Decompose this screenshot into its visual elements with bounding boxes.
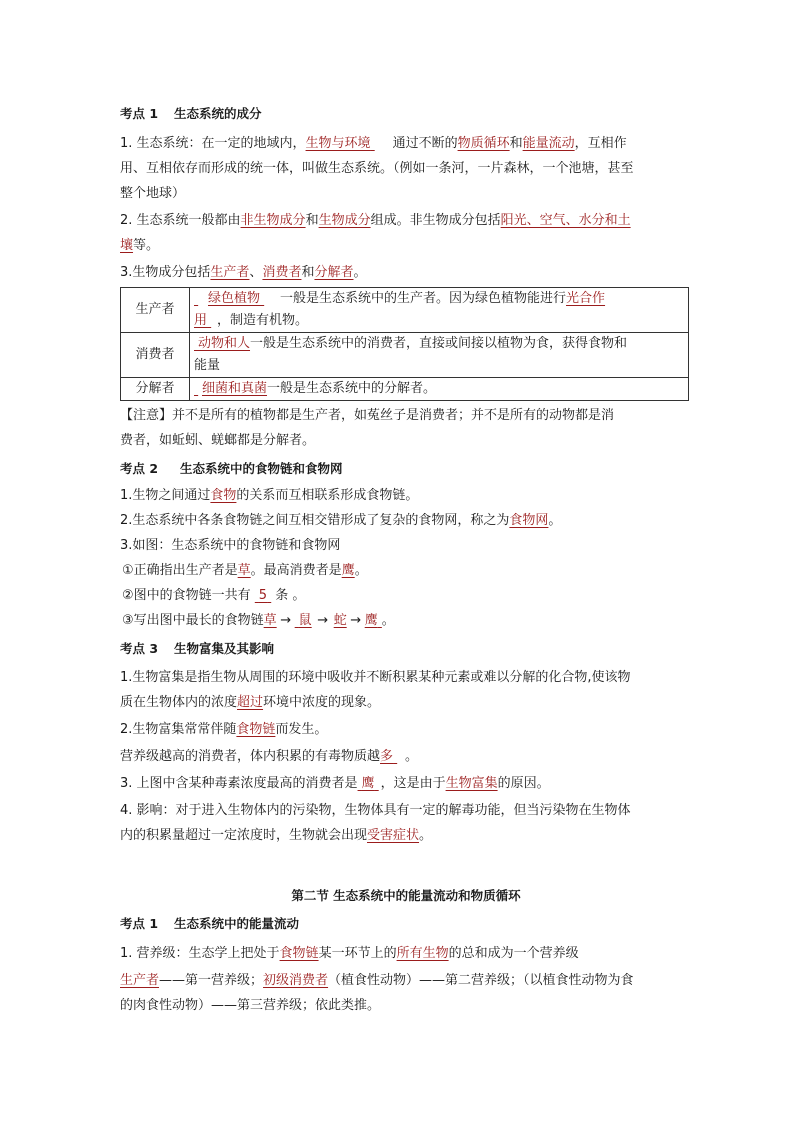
table-row [121, 333, 689, 378]
answer-blank: 初级消费者 [263, 973, 329, 988]
paragraph-line [120, 941, 692, 966]
answer-blank-space [393, 744, 405, 769]
text: ③写出图中最长的食物链 [122, 613, 264, 628]
answer-blank: 壤 [120, 238, 134, 253]
answer-blank: 非生物成分 [240, 213, 306, 228]
answer-blank: 生物成分 [318, 213, 371, 228]
answer-blank: 动物和人 [198, 336, 251, 351]
answer-blank: 生物与环境 [305, 136, 371, 151]
paragraph-ecosystem-definition [120, 131, 692, 156]
answer-blank: 绿色植物 [208, 291, 261, 306]
text: 1. 生态系统：在一定的地域内， [120, 136, 306, 151]
heading-title: 生物富集及其影响 [174, 641, 275, 656]
answer-blank-space [260, 288, 280, 310]
answer-blank: 鹰 [361, 776, 375, 791]
text: 组成。非生物成分包括 [370, 213, 501, 228]
text: 。 [548, 513, 562, 528]
text: ①正确指出生产者是 [122, 563, 238, 578]
heading-title: 生态系统的成分 [174, 106, 262, 121]
answer-blank: 细菌和真菌 [202, 381, 268, 396]
answer-blank: 5 [258, 588, 268, 603]
heading-number: 考点 2 [120, 461, 159, 476]
table-row [121, 288, 689, 333]
answer-blank: 多 [380, 749, 394, 764]
paragraph-line [120, 690, 692, 715]
heading-title: 生态系统中的能量流动 [174, 916, 300, 931]
answer-blank: 食物 [210, 488, 237, 503]
text: 内的积累量超过一定浓度时，生物就会出现 [120, 828, 368, 843]
arrow-icon: → [350, 613, 362, 628]
answer-blank: 蛇 [333, 613, 347, 628]
table-row [121, 378, 689, 401]
text: 的原因。 [497, 776, 550, 791]
answer-blank-space [194, 288, 208, 310]
text: 环境中浓度的现象。 [263, 695, 381, 710]
text: 。 [381, 613, 395, 628]
paragraph-line [120, 968, 692, 993]
text: 能量 [194, 358, 221, 373]
note-line: 【注意】并不是所有的植物都是生产者，如菟丝子是消费者；并不是所有的动物都是消 [120, 408, 615, 423]
text: 一般是生态系统中的分解者。 [267, 381, 437, 396]
text: 。最高消费者是 [250, 563, 342, 578]
text: 3. 上图中含某种毒素浓度最高的消费者是 [120, 776, 358, 791]
question-1 [120, 558, 692, 583]
text: 。 [353, 265, 367, 280]
text: 2. 生态系统一般都由 [120, 213, 241, 228]
answer-blank-space [194, 378, 202, 400]
note-line: 费者，如蚯蚓、蜣螂都是分解者。 [120, 433, 316, 448]
components-table [120, 287, 689, 401]
text: 一般是生态系统中的生产者。因为绿色植物能进行 [280, 291, 567, 306]
table-cell-role: 分解者 [121, 378, 190, 401]
text: 2.生物富集常常伴随 [120, 722, 237, 737]
heading-number: 考点 1 [120, 916, 159, 931]
answer-blank: 鹰 [364, 613, 378, 628]
answer-blank: 生物富集 [445, 776, 498, 791]
paragraph-food-chain [120, 483, 692, 508]
answer-blank: 分解者 [314, 265, 354, 280]
answer-blank-space [371, 131, 393, 156]
text: 营养级越高的消费者，体内积累的有毒物质越 [120, 749, 381, 764]
text: ②图中的食物链一共有 [122, 588, 251, 603]
text: ，制造有机物。 [217, 313, 309, 328]
text: 某一环节上的 [318, 946, 397, 961]
text: 质在生物体内的浓度 [120, 695, 238, 710]
text: 条 。 [275, 588, 306, 603]
answer-blank: 鹰 [341, 563, 355, 578]
heading-kaodian-2 [120, 455, 692, 483]
text: 而发生。 [275, 722, 328, 737]
paragraph-line [120, 233, 692, 258]
answer-blank: 用 [194, 313, 208, 328]
paragraph-ecosystem-components [120, 208, 692, 233]
text: 3.生物成分包括 [120, 265, 211, 280]
paragraph-line [120, 771, 692, 796]
paragraph-line: 的肉食性动物）——第三营养级；依此类推。 [120, 998, 381, 1013]
answer-blank: 光合作 [566, 291, 606, 306]
heading-number: 考点 1 [120, 106, 159, 121]
text: 通过不断的 [392, 136, 458, 151]
paragraph-line: 用、互相依存而形成的统一体，叫做生态系统。（例如一条河，一片森林，一个池塘，甚至 [120, 161, 634, 176]
answer-blank: 超过 [237, 695, 264, 710]
table-cell-description [190, 333, 689, 378]
answer-blank: 生产者 [120, 973, 160, 988]
paragraph-line: 4. 影响：对于进入生物体内的污染物，生物体具有一定的解毒功能，但当污染物在生物体 [120, 803, 631, 818]
text: 和 [305, 213, 319, 228]
answer-blank: 阳光、空气、水分和土 [500, 213, 631, 228]
answer-blank: 物质循环 [457, 136, 510, 151]
question-3 [120, 608, 692, 633]
table-cell-description [190, 288, 689, 333]
table-cell-description [190, 378, 689, 401]
arrow-icon: → [317, 613, 329, 628]
text: （植食性动物）——第二营养级；（以植食性动物为食 [328, 973, 634, 988]
text: ，互相作 [574, 136, 627, 151]
paragraph-line [120, 823, 692, 848]
answer-blank: 食物链 [236, 722, 276, 737]
text: 和 [509, 136, 523, 151]
paragraph-line [120, 717, 692, 742]
heading-number: 考点 3 [120, 641, 159, 656]
paragraph-line: 1.生物富集是指生物从周围的环境中吸收并不断积累某种元素或难以分解的化合物,使该物 [120, 670, 631, 685]
answer-blank: 所有生物 [396, 946, 449, 961]
answer-blank-space [267, 583, 271, 608]
paragraph-biotic-components [120, 260, 692, 285]
text: ——第一营养级； [159, 973, 264, 988]
answer-blank-space [207, 310, 217, 332]
answer-blank: 受害症状 [367, 828, 420, 843]
answer-blank: 生产者 [210, 265, 250, 280]
arrow-icon: → [280, 613, 292, 628]
heading-kaodian-3 [120, 635, 692, 663]
text: 。 [405, 749, 419, 764]
text: 。 [419, 828, 433, 843]
document-page [120, 98, 692, 1018]
heading-kaodian-1 [120, 100, 692, 128]
paragraph-food-web [120, 508, 692, 533]
paragraph-figure-ref: 3.如图：生态系统中的食物链和食物网 [120, 538, 341, 553]
text: 和 [301, 265, 315, 280]
heading-kaodian-1-energy [120, 910, 692, 938]
text: 。 [354, 563, 368, 578]
answer-blank: 鼠 [298, 613, 312, 628]
answer-blank: 消费者 [262, 265, 302, 280]
text: 、 [249, 265, 263, 280]
question-2 [120, 583, 692, 608]
answer-blank: 草 [263, 613, 277, 628]
text: 1. 营养级：生态学上把处于 [120, 946, 280, 961]
text: ，这是由于 [380, 776, 446, 791]
text: 的关系而互相联系形成食物链。 [236, 488, 419, 503]
text: 的总和成为一个营养级 [448, 946, 579, 961]
answer-blank: 食物链 [279, 946, 319, 961]
text: 1.生物之间通过 [120, 488, 211, 503]
heading-title: 生态系统中的食物链和食物网 [180, 461, 343, 476]
table-cell-role: 生产者 [121, 288, 190, 333]
section-title: 第二节 生态系统中的能量流动和物质循环 [291, 888, 521, 903]
text: 等。 [133, 238, 160, 253]
answer-blank: 草 [237, 563, 251, 578]
paragraph-line: 整个地球） [120, 186, 186, 201]
answer-blank: 能量流动 [522, 136, 575, 151]
text: 一般是生态系统中的消费者，直接或间接以植物为食，获得食物和 [250, 336, 628, 351]
paragraph-line [120, 744, 692, 769]
table-cell-role: 消费者 [121, 333, 190, 378]
text: 2.生态系统中各条食物链之间互相交错形成了复杂的食物网，称之为 [120, 513, 510, 528]
answer-blank: 食物网 [509, 513, 549, 528]
